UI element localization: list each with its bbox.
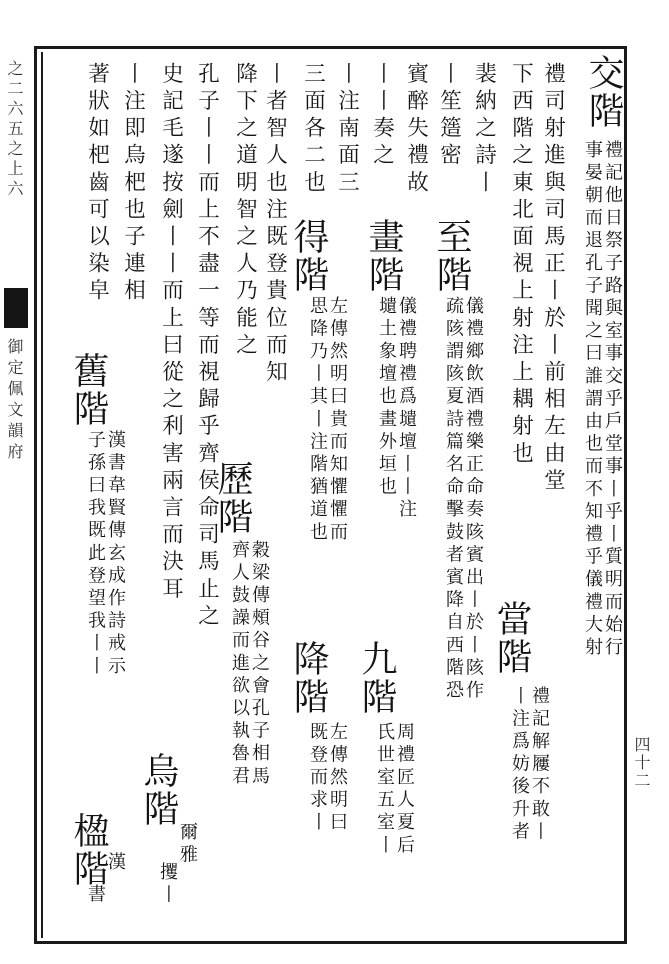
book-title: 御定佩文韻府 <box>5 338 24 464</box>
col-11-text: 降下之道明智之人乃能之 <box>232 62 258 361</box>
entry-head-8b: 降階 <box>288 640 329 716</box>
col-3-text: 下西階之東北面視上射注上耦射也 <box>508 62 534 469</box>
col-6-sub-left: 壝土象壇也畫外垣也 <box>376 296 397 500</box>
entry-head-3: 當階 <box>491 600 532 676</box>
col-13-text: 史記毛遂按劍丨丨而上曰從之利害兩言而決耳 <box>158 62 184 604</box>
col-8-sub-left: 思降乃丨其丨注階猶道也 <box>307 296 328 545</box>
margin-rule <box>41 52 43 938</box>
col-8-sub-right: 左傳然明曰貴而知懼懼而 <box>327 296 348 545</box>
col-3-sub-right: 禮記解屨不敢丨 <box>529 686 550 845</box>
entry-head-1: 交階 <box>583 54 624 130</box>
col-4-sub-left: 疏陔謂陔夏詩篇名命擊鼓者賓降自西階恐 <box>443 296 464 703</box>
col-13-sub-right: 爾雅 <box>177 822 198 868</box>
col-13-sub-left: 攫丨 <box>157 862 178 908</box>
col-5: 丨笙簉密 <box>436 62 462 171</box>
col-8-sub4: 既登而求丨 <box>307 722 328 835</box>
col-8-sub3: 左傳然明曰 <box>327 722 348 835</box>
col-3-sub-left: 丨注爲妨後升者 <box>509 686 530 845</box>
col-6-text: 賓醉失禮故 <box>403 62 429 198</box>
edge-fragment: 之二六五之上六 <box>5 60 24 200</box>
col-6-sub4: 氏世室五室丨 <box>374 722 395 858</box>
entry-head-11: 歷階 <box>212 460 253 536</box>
entry-head-15: 楹階 <box>68 812 109 888</box>
col-2: 禮司射進與司馬正丨於丨前相左由堂 <box>540 62 566 496</box>
fishtail-mark <box>4 288 28 328</box>
col-6-sub-right: 儀禮聘禮爲壝壇丨丨注 <box>396 296 417 522</box>
col-14-text: 丨注即烏杷也子連相 <box>120 62 146 306</box>
col-12: 孔子丨丨而上不盡一等而視歸乎齊侯命司馬止之 <box>194 62 220 632</box>
col-11-sub-right: 穀梁傳頰谷之會孔子相馬 <box>249 540 270 789</box>
entry-head-6: 畫階 <box>363 218 404 294</box>
col-7: 丨丨奏之 <box>369 62 395 171</box>
col-1-right: 禮記他日祭子路與室事交乎戶堂事丨乎丨質明而始行 <box>602 140 623 660</box>
col-10: 丨者智人也注既登貴位而知 <box>262 62 288 388</box>
col-14-sub-right: 漢書韋賢傳玄成作詩戒示 <box>105 430 126 679</box>
col-11-sub-left: 齊人鼓譟而進欲以執魯君 <box>229 540 250 789</box>
col-14-sub-left: 子孫曰我既此登望我丨丨 <box>85 430 106 679</box>
entry-head-8: 得階 <box>288 218 329 294</box>
col-4-sub-right: 儀禮鄉飲酒禮樂正命奏陔賓出丨於丨陔作 <box>463 296 484 703</box>
col-1-left: 事晏朝而退孔子聞之曰誰謂由也而不知禮乎儀禮大射 <box>582 140 603 660</box>
col-6-sub3: 周禮匠人夏后 <box>394 722 415 858</box>
col-8-text: 丨注南面三 <box>334 62 360 198</box>
col-15-sub-right: 漢 <box>105 852 126 875</box>
col-15-sub-left: 書 <box>85 884 106 907</box>
entry-head-13: 烏階 <box>138 752 179 828</box>
col-9: 三面各二也 <box>300 62 326 198</box>
page-number: 四十二 <box>632 736 651 790</box>
entry-head-4: 至階 <box>431 218 472 294</box>
col-4-text: 裴納之詩丨 <box>471 62 497 198</box>
entry-head-14: 舊階 <box>68 352 109 428</box>
col-15-text: 著狀如杷齒可以染皁 <box>84 62 110 306</box>
entry-head-6b: 九階 <box>356 640 397 716</box>
